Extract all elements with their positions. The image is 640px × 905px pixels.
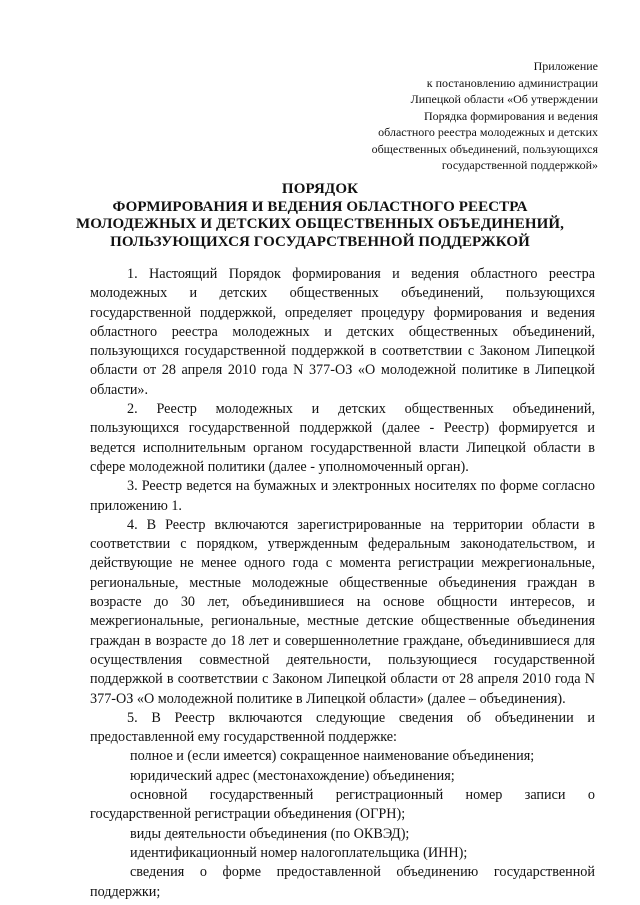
list-item: юридический адрес (местонахождение) объединения;	[130, 767, 455, 784]
list-item: полное и (если имеется) сокращенное наименование объединения;	[130, 748, 535, 765]
paragraph-3: 3. Реестр ведется на бумажных и электронных носителях по форме согласно приложению 1.	[90, 478, 595, 514]
appendix-line: общественных объединений, пользующихся	[371, 141, 598, 156]
appendix-line: областного реестра молодежных и детских	[378, 125, 598, 139]
paragraph-1: 1. Настоящий Порядок формирования и ведения областного реестра молодежных и детских общественных объединений, пользующихся государственной поддержкой, определяет процедуру формирования и ведения областного реестра молодежных и детских общественных объединений, пользующихся государственной поддержкой в соответствии с Законом Липецкой области от 28 апреля 2010 года N 377-ОЗ «О молодежной политике в Липецкой области».	[90, 266, 595, 398]
appendix-line: Порядка формирования и ведения	[423, 108, 598, 123]
title-line: ПОЛЬЗУЮЩИХСЯ ГОСУДАРСТВЕННОЙ ПОДДЕРЖКОЙ	[110, 233, 530, 250]
appendix-line: государственной поддержкой»	[441, 158, 598, 172]
paragraph-5: 5. В Реестр включаются следующие сведения об объединении и предоставленной ему государственной поддержке:	[90, 709, 595, 746]
appendix-header	[318, 58, 598, 174]
document-body	[90, 265, 595, 902]
list-item: основной государственный регистрационный номер записи о государственной регистрации объединения (ОГРН);	[90, 787, 595, 823]
document-title	[60, 181, 580, 251]
paragraph-4: 4. В Реестр включаются зарегистрированные на территории области в соответствии с порядком, утвержденным федеральным законодательством, и действующие не менее одного года с момента регистрации межрегиональные, региональные, местные молодежные общественные объединения граждан в возрасте до 30 лет, объединившиеся на основе общности интересов, и межрегиональные, региональные, местные детские общественные объединения граждан в возрасте до 18 лет и совершеннолетние граждане, объединившиеся для осуществления совместной деятельности, пользующиеся государственной поддержкой в соответствии с Законом Липецкой области от 28 апреля 2010 года N 377-ОЗ «О молодежной политике в Липецкой области» (далее – объединения).	[90, 516, 595, 707]
title-line: МОЛОДЕЖНЫХ И ДЕТСКИХ ОБЩЕСТВЕННЫХ ОБЪЕДИНЕНИЙ,	[75, 216, 565, 232]
paragraph-2: 2. Реестр молодежных и детских общественных объединений, пользующихся государственной поддержкой (далее - Реестр) формируется и ведется исполнительным органом государственной власти Липецкой области в сфере молодежной политики (далее - уполномоченный орган).	[90, 401, 595, 475]
appendix-line: Приложение	[533, 59, 598, 73]
title-line: ПОРЯДОК	[281, 181, 359, 197]
appendix-line: к постановлению администрации	[426, 75, 598, 90]
title-line: ФОРМИРОВАНИЯ И ВЕДЕНИЯ ОБЛАСТНОГО РЕЕСТРА	[112, 198, 528, 215]
appendix-line: Липецкой области «Об утверждении	[410, 92, 598, 106]
list-item: виды деятельности объединения (по ОКВЭД);	[130, 825, 410, 842]
list-item: идентификационный номер налогоплательщика (ИНН);	[130, 844, 468, 861]
list-item: сведения о форме предоставленной объединению государственной поддержки;	[90, 864, 595, 900]
